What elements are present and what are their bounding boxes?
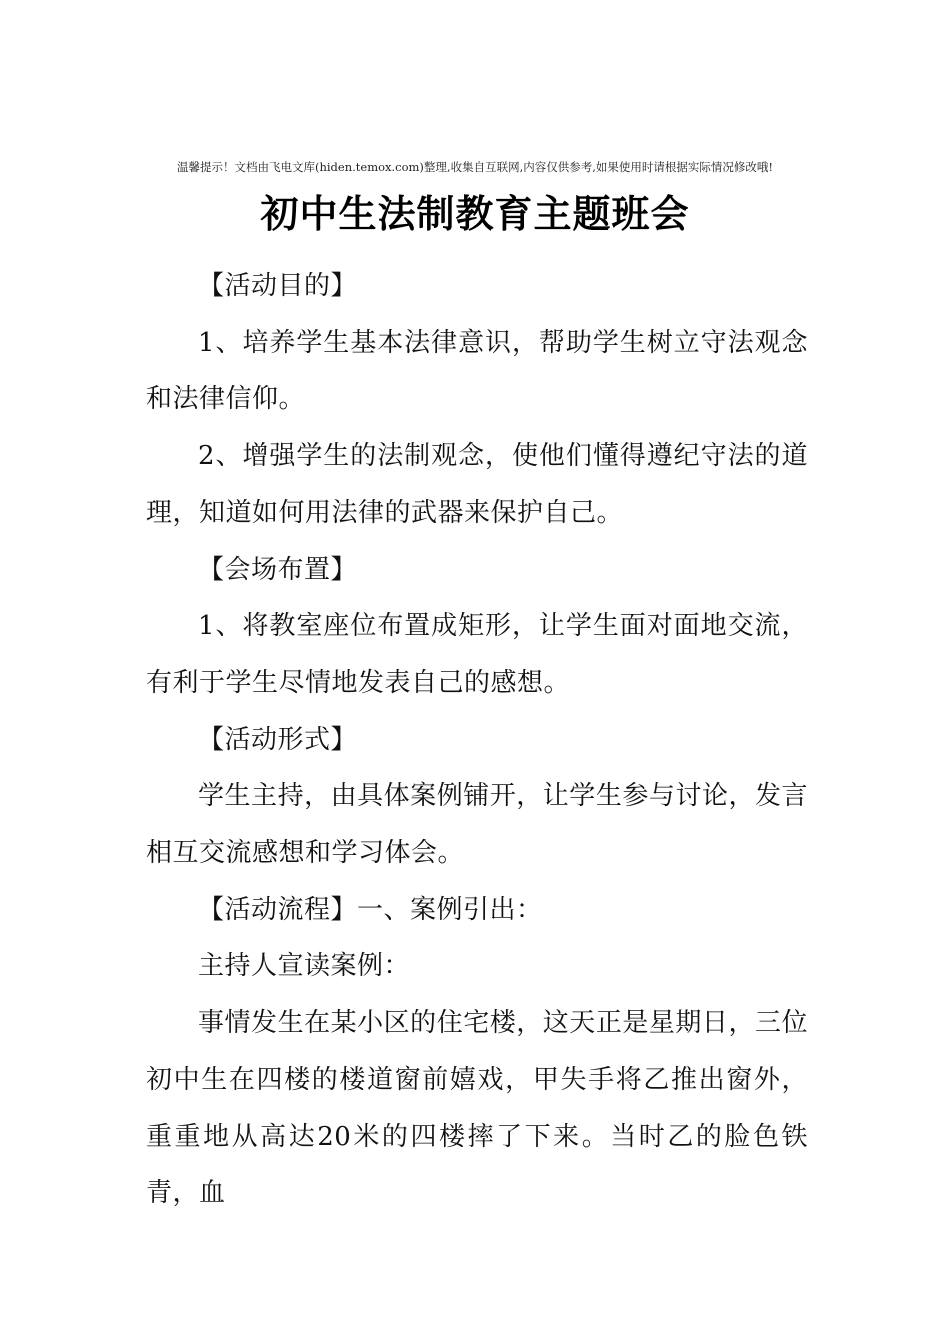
format-paragraph: 学生主持，由具体案例铺开，让学生参与讨论，发言相互交流感想和学习体会。 <box>146 781 808 869</box>
document-title: 初中生法制教育主题班会 <box>260 191 690 236</box>
section-heading-venue: 【会场布置】 <box>198 554 358 585</box>
venue-item-1: 1、将教室座位布置成矩形，让学生面对面地交流，有利于学生尽情地发表自己的感想。 <box>146 611 808 698</box>
purpose-item-1: 1、培养学生基本法律意识，帮助学生树立守法观念和法律信仰。 <box>146 327 808 415</box>
header-notice: 温馨提示！文档由飞电文库(hiden.temox.com)整理,收集自互联网,内容仅供参考,如果使用时请根据实际情况修改哦! <box>176 160 774 174</box>
document-body <box>146 258 808 1222</box>
case-paragraph: 事情发生在某小区的住宅楼，这天正是星期日，三位初中生在四楼的楼道窗前嬉戏，甲失手将乙推出窗外，重重地从高达20米的四楼摔了下来。当时乙的脸色铁青，血 <box>146 1008 808 1209</box>
host-reads-case: 主持人宣读案例： <box>198 951 411 982</box>
section-heading-purpose: 【活动目的】 <box>198 271 358 301</box>
purpose-item-2: 2、增强学生的法制观念，使他们懂得遵纪守法的道理，知道如何用法律的武器来保护自己。 <box>146 441 808 528</box>
section-heading-format: 【活动形式】 <box>198 724 358 755</box>
section-heading-process: 【活动流程】一、案例引出： <box>198 894 543 925</box>
